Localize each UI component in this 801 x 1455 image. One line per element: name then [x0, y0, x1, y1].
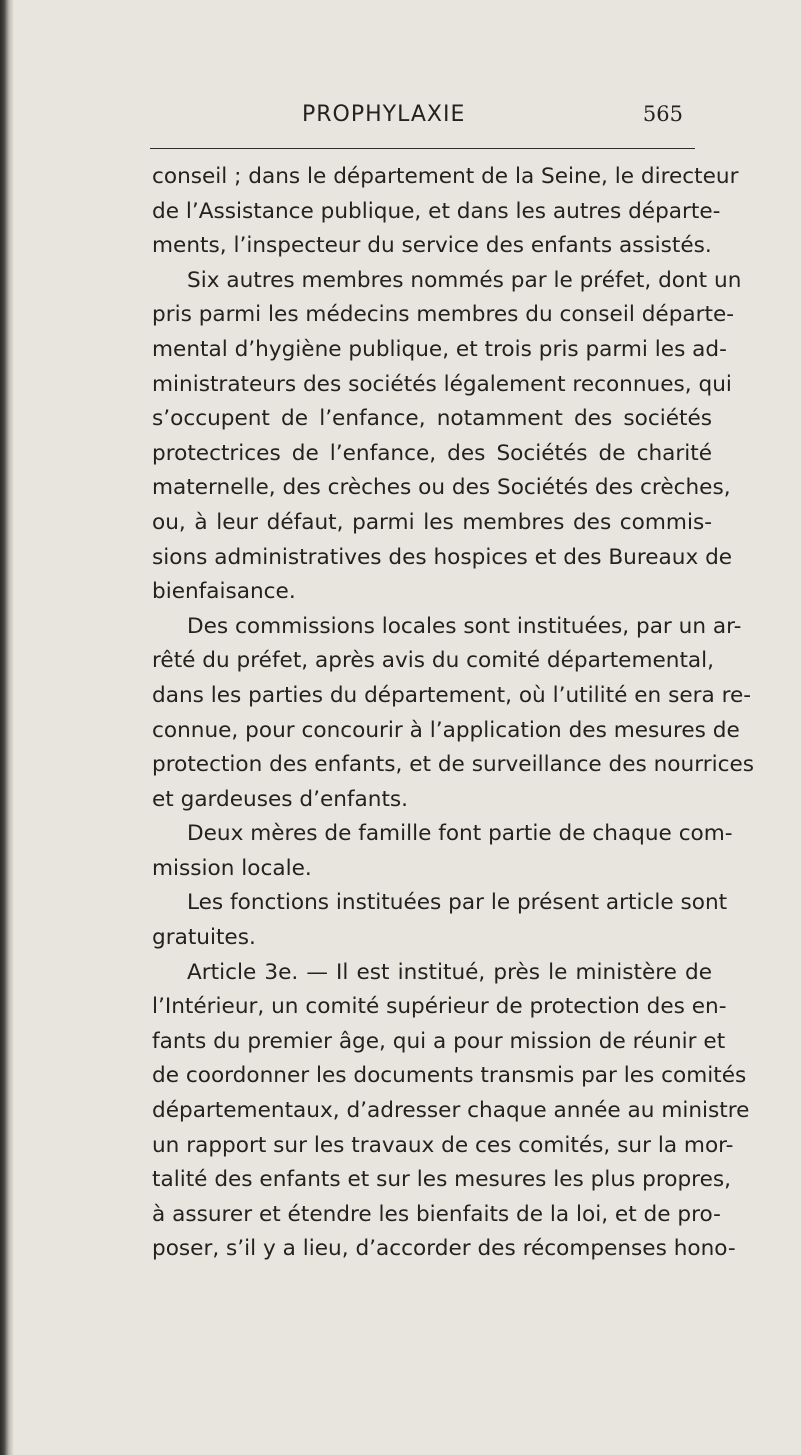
text-line: un rapport sur les travaux de ces comités, sur la mor-	[152, 1132, 734, 1158]
text-line: Les fonctions instituées par le présent article sont	[187, 890, 728, 916]
text-line: Des commissions locales sont instituées, par un ar-	[187, 613, 742, 639]
text-line: s’occupent de l’enfance, notamment des sociétés	[152, 406, 712, 432]
text-line: gratuites.	[152, 925, 256, 951]
text-line: l’Intérieur, un comité supérieur de protection des en-	[152, 994, 727, 1020]
text-line: connue, pour concourir à l’application des mesures de	[152, 717, 740, 743]
text-line: et gardeuses d’enfants.	[152, 786, 409, 812]
text-line: de l’Assistance publique, et dans les autres départe-	[152, 198, 721, 224]
text-line: maternelle, des crèches ou des Sociétés des crèches,	[152, 475, 731, 501]
page-header	[150, 100, 695, 149]
text-line: mental d’hygiène publique, et trois pris parmi les ad-	[152, 336, 727, 362]
text-line: sions administratives des hospices et des Bureaux de	[152, 544, 733, 570]
text-line: Deux mères de famille font partie de chaque com-	[187, 821, 733, 847]
page-number: 565	[642, 102, 683, 126]
text-line: bienfaisance.	[152, 579, 296, 605]
text-line: dans les parties du département, où l’utilité en sera re-	[152, 682, 752, 708]
text-line: à assurer et étendre les bienfaits de la loi, et de pro-	[152, 1201, 721, 1227]
text-line: départementaux, d’adresser chaque année au ministre	[152, 1098, 750, 1124]
text-line: mission locale.	[152, 855, 312, 881]
text-line: rêté du préfet, après avis du comité départemental,	[152, 648, 715, 674]
text-line: de coordonner les documents transmis par les comités	[152, 1063, 747, 1089]
text-line: ments, l’inspecteur du service des enfants assistés.	[152, 233, 712, 259]
running-head: PROPHYLAXIE	[302, 102, 466, 127]
text-line: conseil ; dans le département de la Seine, le directeur	[152, 164, 739, 189]
body-text	[152, 160, 754, 1267]
text-line: Article 3e. — Il est institué, près le ministère de	[187, 959, 712, 985]
text-line: ou, à leur défaut, parmi les membres des commis-	[152, 509, 712, 535]
text-line: Six autres membres nommés par le préfet, dont un	[187, 267, 742, 293]
page-binding-edge	[0, 0, 14, 1455]
text-line: ministrateurs des sociétés légalement reconnues, qui	[152, 371, 732, 397]
text-line: protection des enfants, et de surveillance des nourrices	[152, 752, 754, 778]
text-line: poser, s’il y a lieu, d’accorder des récompenses hono-	[152, 1236, 736, 1262]
text-line: pris parmi les médecins membres du conseil départe-	[152, 302, 735, 328]
text-line: talité des enfants et sur les mesures les plus propres,	[152, 1167, 731, 1193]
text-line: protectrices de l’enfance, des Sociétés de charité	[152, 440, 712, 466]
text-line: fants du premier âge, qui a pour mission de réunir et	[152, 1028, 726, 1054]
